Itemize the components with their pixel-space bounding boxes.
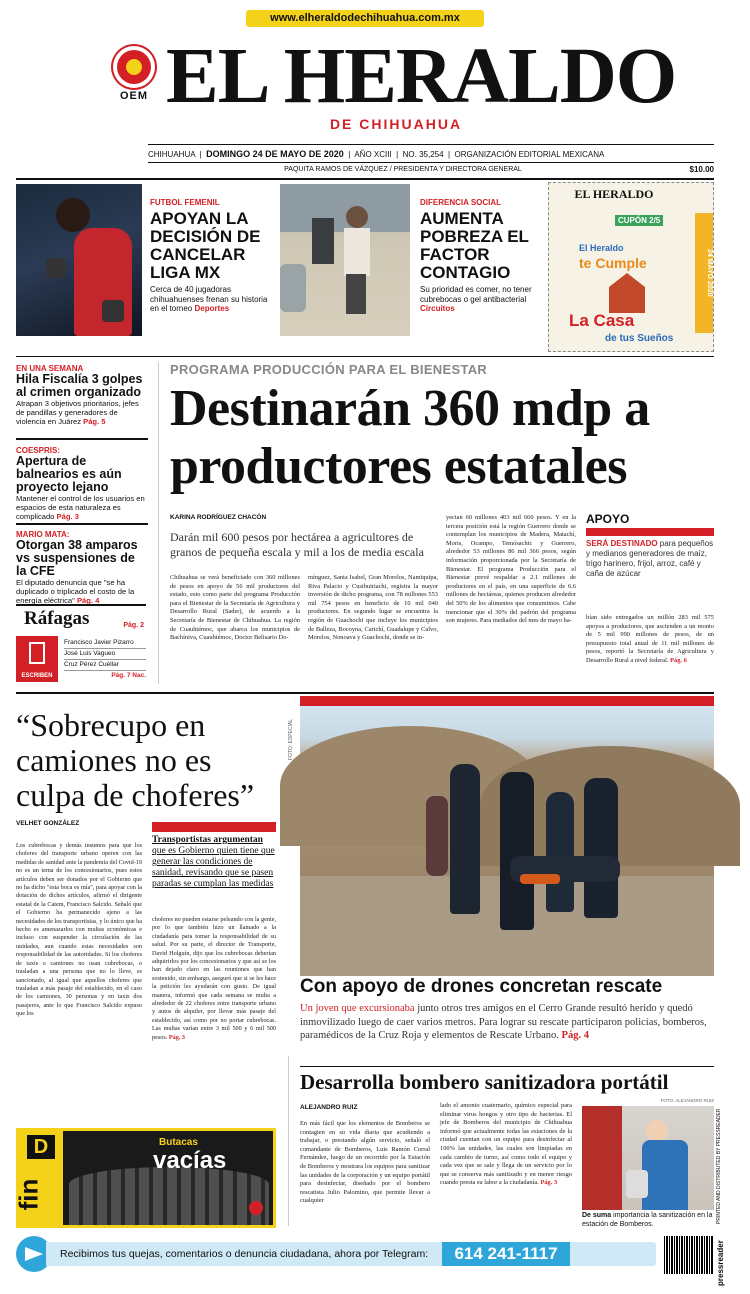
promo-coupon-label: CUPÓN 2/5	[615, 215, 663, 226]
sidebar-headline[interactable]: Hila Fiscalía 3 golpes al crimen organizado	[16, 372, 143, 399]
story-headline[interactable]: AUMENTA POBREZA EL FACTOR CONTAGIO	[420, 209, 529, 282]
oem-logo	[111, 50, 157, 108]
story-body: Su prioridad es comer, no tener cubrebocas o gel antibacterial Circuitos	[420, 285, 532, 313]
lead-headline[interactable]: Destinarán 360 mdp a productores estatales	[170, 380, 650, 495]
sidebar-kicker: COESPRIS:	[16, 446, 61, 455]
house-icon	[609, 273, 645, 313]
telegram-bar[interactable]	[16, 1236, 656, 1270]
rafagas-page: Pág. 2	[123, 622, 144, 629]
fin-logo: D fin	[19, 1131, 63, 1225]
story-body: Cerca de 40 jugadoras chihuahuenses frenan su historia en el torneo Deportes	[150, 285, 268, 313]
barcode	[664, 1236, 714, 1274]
theater-seats	[69, 1167, 269, 1225]
sidebar-body: Atrapan 3 objetivos prioritarios, jefes de pandillas y generadores de violencia en Juárez Pág. 5	[16, 399, 139, 426]
masthead-title: EL HERALDO	[166, 33, 677, 120]
sidebar-headline[interactable]: Apertura de balnearios es aún proyecto lejano	[16, 454, 122, 494]
price: $10.00	[689, 165, 714, 174]
lead-byline: KARINA RODRÍGUEZ CHACÓN	[170, 514, 267, 521]
fin-ad[interactable]	[13, 1128, 276, 1228]
masthead-subtitle: DE CHIHUAHUA	[329, 116, 463, 132]
apoyo-title: APOYO	[586, 512, 714, 536]
sobrecupo-col: Los cubrebocas y demás insumos para que los choferes del transporte urbano operen con las medidas de sanidad ante la pandemia del Covid-19 no es un tema de los concesionarios, pues estos artículos deben ser donados por el Gobierno que no ha dicho "esta boca es mía", para apoyar con la dotación de dichos artículos, afirmó el dirigente estatal de la Catem, Francisco Salcido. Señaló que el Gobierno ha permanecido ajeno a las necesidades de los transportistas, y lo único que ha hecho es amenazarlos con multas económicas e incluso con suspender la circulación de las unidades, aun cuando estas necesidades son responsabilidad de las autoridades. Si los choferes de taxis o camiones no usan cubrebocas, o trasladan a una persona que no lo lleve, es sancionado, al igual que aquellos choferes que trasladan a más pasaje del establecido, en el caso de los camiones, 30 personas y en taxis dos pasajeros, ante lo que Francisco Salcido expuso que los	[16, 842, 142, 1018]
promo-line4: de tus Sueños	[605, 333, 674, 344]
footer-phone[interactable]: 614 241-1117	[442, 1242, 570, 1266]
rafagas-badge: ESCRIBEN	[16, 636, 58, 682]
promo-line1: El Heraldo	[579, 243, 624, 253]
sidebar-body: El diputado denuncia que "se ha duplicado o triplicado el costo de la energía eléctrica" Pág. 4	[16, 578, 135, 605]
sidebar-headline[interactable]: Otorgan 38 amparos vs suspensiones de la CFE	[16, 538, 138, 578]
bombero-byline: ALEJANDRO RUIZ	[300, 1104, 358, 1111]
lead-col: yectan 60 millones 403 mil 660 pesos. Y en la tercera posición está la región Guerrero donde se contemplan los municipios de Madera, Matachí, Moris, Ocampo, Temósachic y Guerrero, alrededor 53 millones 86 mil 366 pesos, según información proporcionada por la Secretaría de Bienestar. El programa Producción para el Bienestar prevé respaldar a 2.1 millones de productores en el país, en una superficie de 6.6 millones de hectáreas, quienes producen alrededor del 50% de los alimentos que consumimos. Cabe mencionar que el 30% del padrón del programa son mujeres. Para mediados del mes de mayo ha-	[446, 514, 576, 625]
apoyo-body: SERÁ DESTINADO para pequeños y medianos generadores de maíz, trigo harinero, frijol, arroz, café y caña de azúcar	[586, 539, 714, 578]
promo-brand: EL HERALDO	[574, 187, 654, 201]
rafagas-authors: Francisco Javier Pizarro José Luis Vagueo Cruz Pérez Cuéllar Pág. 7 Nac.	[64, 639, 146, 679]
story-kicker: DIFERENCIA SOCIAL	[420, 198, 502, 207]
bombero-caption: De suma importancia la sanitización en la estación de Bomberos.	[582, 1212, 713, 1228]
photo-credit: FOTO: ESPECIAL	[288, 718, 294, 760]
footer-text: Recibimos tus quejas, comentarios o denuncia ciudadana, ahora por Telegram:	[60, 1248, 429, 1260]
sobrecupo-byline: VELHET GONZÁLEZ	[16, 820, 80, 827]
lead-deck: Darán mil 600 pesos por hectárea a agricultores de granos de pequeña escala y mil a los de media escala	[170, 530, 424, 559]
rescue-body: Un joven que excursionaba junto otros tres amigos en el Cerro Grande resultó herido y quedó inmovilizado luego de caer varios metros. Para lograr su rescate participaron policías, bomberos, paramédicos de la Cruz Roja y elementos de Rescate Urbano. Pág. 4	[300, 1003, 707, 1041]
sun-icon	[117, 50, 151, 84]
sun-icon	[249, 1201, 263, 1215]
promo-line3: La Casa	[569, 311, 635, 330]
rescuer	[426, 796, 448, 876]
pen-icon	[29, 642, 45, 664]
promo-line2: te Cumple	[579, 255, 647, 271]
sidebar-kicker: MARIO MATA:	[16, 530, 70, 539]
dateline: CHIHUAHUA | DOMINGO 24 DE MAYO DE 2020 | AÑO XCIII | NO. 35,254 | ORGANIZACIÓN EDITORIAL MEXICANA	[148, 149, 605, 159]
sobrecupo-headline[interactable]: “Sobrecupo en camiones no es culpa de choferes”	[16, 707, 255, 813]
director-line: PAQUITA RAMOS DE VÁZQUEZ / PRESIDENTA Y DIRECTORA GENERAL	[284, 166, 522, 173]
lead-col: bían sido entregados un millón 283 mil 575 apoyos a productores, que ascienden a un monto de 5 mil 990 millones de pesos, de un presupuesto total anual de 11 mil millones de pesos, reportó la Secretaría de Agricultura y Desarrollo Rural a nivel federal. Pág. 6	[586, 614, 714, 664]
sobrecupo-col: choferes no pueden estarse peleando con la gente, por lo que también hizo un llamado a la ciudadanía para tomar la responsabilidad de su salud. Por su parte, el director de Transporte, David Holguín, dijo que los cubrebocas deberían adquirirlos por los concesionarios y que así se los han dejado claro en las reuniones que han sostenido, sin embargo, aseguró que si se les hace la petición les ayudarán con gusto. De igual manera, informó que cada semana se multa a alrededor de 22 choferes entre transporte urbano y autos de alquiler, por llevar más pasaje del establecido, así como por no portar cubrebocas. Las multas varían entre 3 mil 500 y 6 mil 500 pesos. Pág. 3	[152, 916, 276, 1041]
bombero-col: lado el amonio cuaternario, químico especial para eliminar virus hongos y otro tipo de bacterias. El jefe de Bomberos del municipio de Chihuahua informó que actualmente todas las estaciones de la ciudad cuentan con un equipo para desinfectar al 100% las unidades, las cuales son limpiadas en cada cambio de turno, así como todo el equipo y cada vez que se sale y llega de un servicio por lo que se conserva más sanitizado y en menor riesgo cuando presta su labor a la ciudadanía. Pág. 3	[440, 1102, 572, 1187]
rescue-headline[interactable]: Con apoyo de drones concretan rescate	[300, 976, 663, 997]
lead-col: Chihuahua se verá beneficiado con 360 millones de pesos en apoyo de 56 mil productores del estado, esto como parte del programa Producción para el Bienestar de la Secretaría de Agricultura y Desarrollo Rural (Sader), de acuerdo a la Secretaría de Bienestar de Chihuahua. La región de Cuauhtémoc, que abarca los municipios de Bachíniva, Cuauhtémoc, Doctor Belisario Do-	[170, 574, 300, 642]
sidebar-body: Mantener el control de los usuarios en espacios de esta naturaleza es complicado Pág. 3	[16, 494, 145, 521]
story-headline[interactable]: APOYAN LA DECISIÓN DE CANCELAR LIGA MX	[150, 209, 261, 282]
rafagas-box[interactable]	[16, 604, 146, 682]
sidebar-kicker: EN UNA SEMANA	[16, 364, 84, 373]
story-kicker: FUTBOL FEMENIL	[150, 198, 220, 207]
rescuer	[546, 792, 574, 912]
oem-letters: OEM	[119, 90, 149, 102]
street-photo	[280, 184, 410, 336]
fin-kicker: Butacas	[159, 1137, 198, 1148]
rescuer	[450, 764, 480, 914]
rescue-photo	[300, 696, 714, 970]
promo-date: 24 MAYO 2020	[695, 213, 713, 333]
sobrecupo-quote: Transportistas argumentan que es Gobierno quien tiene que generar las condiciones de sanidad, revisando que se pasen paradas se cumplan las medidas	[152, 822, 276, 910]
bombero-photo-credit: FOTO: ALEJANDRO RUIZ	[660, 1098, 714, 1103]
rescuer	[584, 778, 618, 918]
promo-coupon[interactable]	[548, 182, 714, 352]
rescuer	[500, 772, 534, 930]
bombero-headline[interactable]: Desarrolla bombero sanitizadora portátil	[300, 1070, 669, 1094]
barcode-text: PRINTED AND DISTRIBUTED BY PRESSREADER	[716, 1108, 722, 1224]
fin-headline: vacías	[153, 1147, 227, 1174]
bombero-col: En más fácil que los elementos de Bomberos se contagien en su vida diaria que acudiendo a trabajar, o prestando algún servicio, señaló el comandante de Bomberos, Luis Ramón Corral Fernández, luego de un recorrido por la Estación de Bomberos y mostrara los equipos para sanitizar las unidades de la corporación y un equipo portátil para desinfectar, diseñado por el bombero rescatista Julio Palomino, que permite llevar a cualquier	[300, 1120, 430, 1205]
lead-kicker: PROGRAMA PRODUCCIÓN PARA EL BIENESTAR	[170, 362, 488, 377]
url-banner[interactable]: www.elheraldodechihuahua.com.mx	[246, 10, 484, 27]
soccer-photo	[16, 184, 142, 336]
pressreader-brand: pressreader	[716, 1240, 725, 1286]
lead-col: mínguez, Santa Isabel, Gran Morelos, Namiquipa, Riva Palacio y Cusihuiriachi, registra la mayor inversión de dicho programa, con 78 millones 553 mil 754 pesos en beneficio de 10 mil 040 productores. En segundo lugar se encuentra la región de Guachochi que incluye los municipios de Balleza, Bocoyna, Carichí, Guadalupe y Calvo, Morelos, Nonoava y Guachochi, donde se in-	[308, 574, 438, 642]
bombero-photo	[582, 1106, 714, 1210]
rafagas-title: Ráfagas	[24, 608, 90, 629]
